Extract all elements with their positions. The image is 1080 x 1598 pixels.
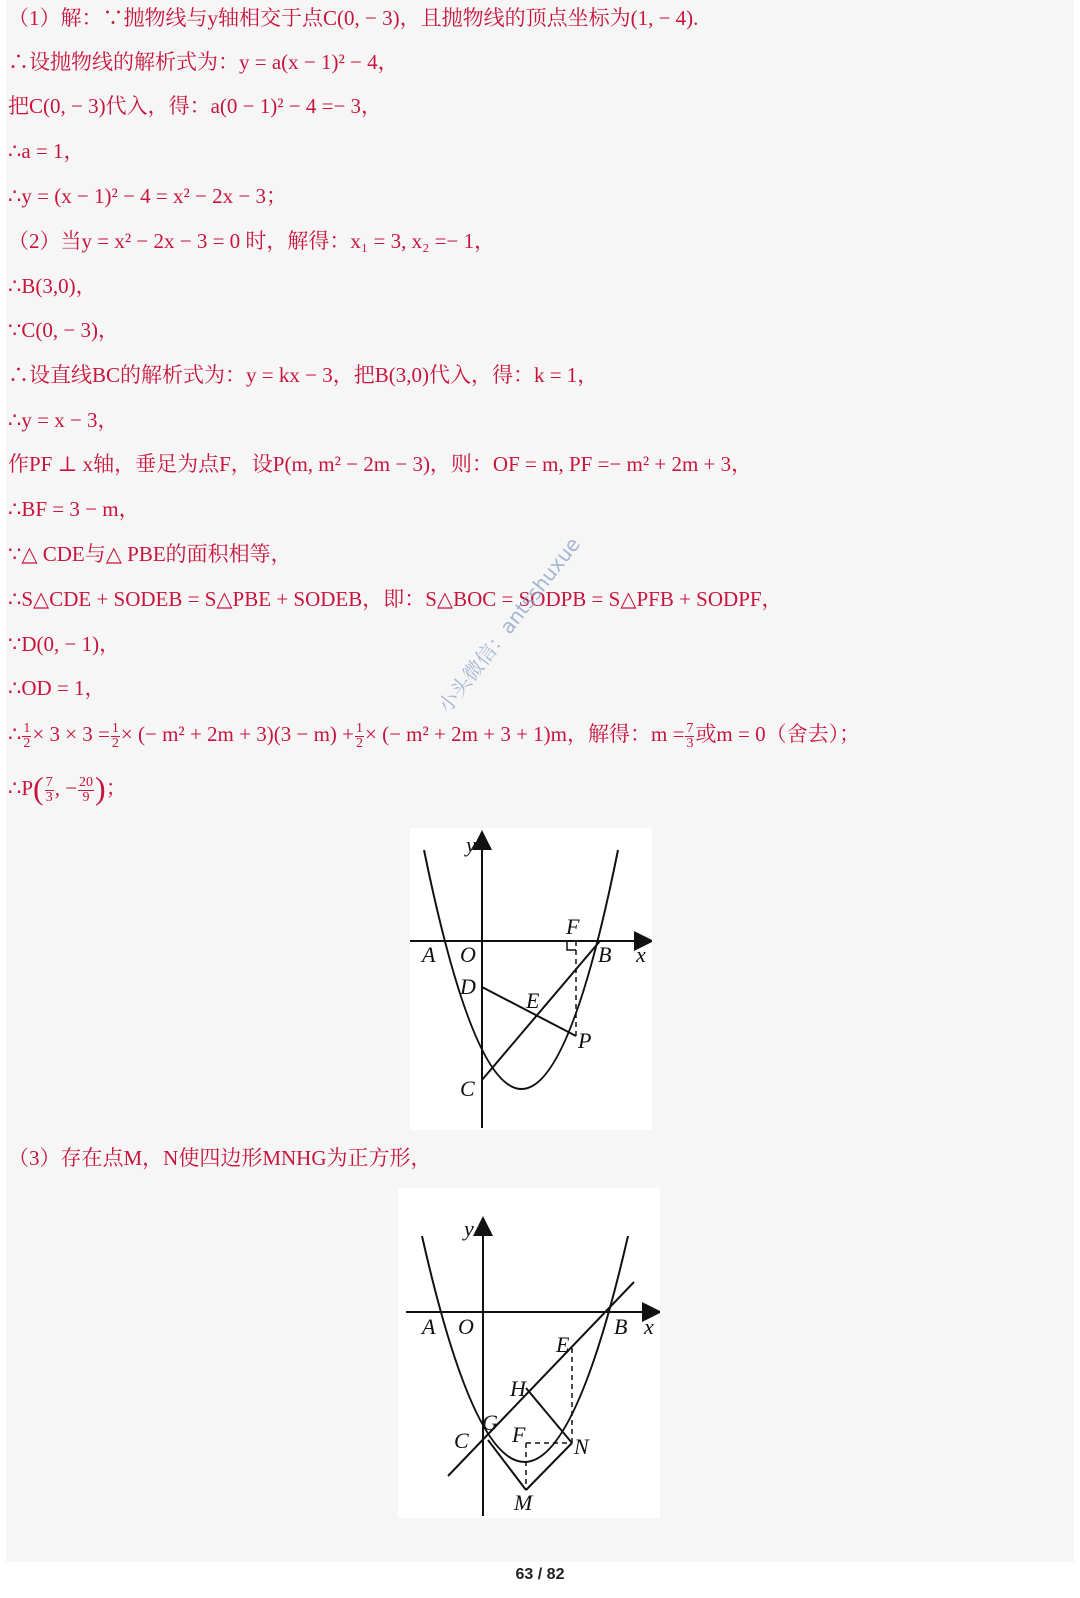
part1-line4: ∴a = 1， [8,139,85,163]
part1-line3: 把C(0, − 3)代入，得：a(0 − 1)² − 4 =− 3， [8,94,383,118]
therefore-symbol: ∴ [8,722,22,746]
part2-line13: ∴P( $\frac{7}{3}$ , − $\frac{20}{9}$ )； [8,770,127,806]
label-h: H [510,1376,526,1401]
part3-line1: （3）存在点M，N使四边形MNHG为正方形， [8,1146,432,1170]
watermark-text: 小头微信：antsshuxue [433,532,585,718]
part2-line11: ∴OD = 1， [8,676,106,700]
part2-line8: ∵△ CDE与△ PBE的面积相等， [8,542,292,566]
part2-line3: ∵C(0, − 3)， [8,318,119,342]
label-p: P [578,1028,592,1053]
label-b: B [614,1314,628,1339]
part2-line4: ∴设直线BC的解析式为：y = kx − 3，把B(3,0)代入，得：k = 1， [8,363,599,387]
label-c: C [454,1428,469,1453]
label-a: A [422,1314,436,1339]
part2-line2: ∴B(3,0)， [8,274,97,298]
label-m: M [514,1490,533,1515]
part2-line6: 作PF ⊥ x轴，垂足为点F，设P(m, m² − 2m − 3)，则：OF = m, PF =− m² + 2m + 3， [8,452,753,476]
part2-line10: ∵D(0, − 1)， [8,632,121,656]
label-x: x [644,1314,654,1339]
line-bc [482,941,600,1080]
label-g: G [482,1410,498,1435]
label-o: O [458,1314,474,1339]
label-x: x [636,942,646,967]
page-number [0,1566,1080,1584]
label-y: y [466,832,476,857]
page-total: 82 [546,1566,565,1583]
page-current: 63 [515,1566,534,1583]
label-f: F [566,914,580,939]
part1-line2: ∴设抛物线的解析式为：y = a(x − 1)² − 4， [8,50,399,74]
label-d: D [460,974,476,999]
page-separator: / [533,1566,547,1583]
segment-mg [488,1440,526,1490]
label-b: B [598,942,612,967]
right-angle-mark [567,941,576,950]
half-fraction-3: $\frac{1}{2}$ [356,720,363,751]
half-fraction-2: $\frac{1}{2}$ [111,720,119,751]
label-e: E [526,988,540,1013]
part2-line12: ∴ $\frac{1}{2}$ × 3 × 3 = $\frac{1}{2}$ × (− m² + 2m + 3)(3 − m) + $\frac{1}{2}$ × (− m² + 2m + 3 + 1)m，解得：m = $\frac{7}{3}$ 或m = 0（舍去）； [8,720,861,751]
segment-hn [526,1388,572,1443]
part2-line5: ∴y = x − 3， [8,408,119,432]
label-y: y [464,1216,474,1241]
parabola [424,850,618,1089]
part2-line7: ∴BF = 3 − m， [8,497,140,521]
half-fraction-1: $\frac{1}{2}$ [23,720,31,751]
part1-line5: ∴y = (x − 1)² − 4 = x² − 2x − 3； [8,184,287,208]
part1-line1: （1）解：∵抛物线与y轴相交于点C(0, − 3)，且抛物线的顶点坐标为(1, − 4). [8,6,699,30]
label-a: A [422,942,436,967]
label-n: N [574,1434,589,1459]
part2-line1: （2）当y = x² − 2x − 3 = 0 时，解得：x₁ = 3, x₂ =− 1， [8,229,496,253]
label-f: F [512,1422,526,1447]
p-y-fraction: $\frac{20}{9}$ [79,774,94,805]
p-x-fraction: $\frac{7}{3}$ [45,774,53,805]
label-c: C [460,1076,475,1101]
label-e: E [556,1332,570,1357]
label-o: O [460,942,476,967]
figure-2 [398,1188,660,1518]
m-fraction: $\frac{7}{3}$ [686,720,694,751]
figure-1 [410,828,652,1130]
part2-line9: ∴S△CDE + SODEB = S△PBE + SODEB，即：S△BOC = SODPB = S△PFB + SODPF， [8,587,783,611]
